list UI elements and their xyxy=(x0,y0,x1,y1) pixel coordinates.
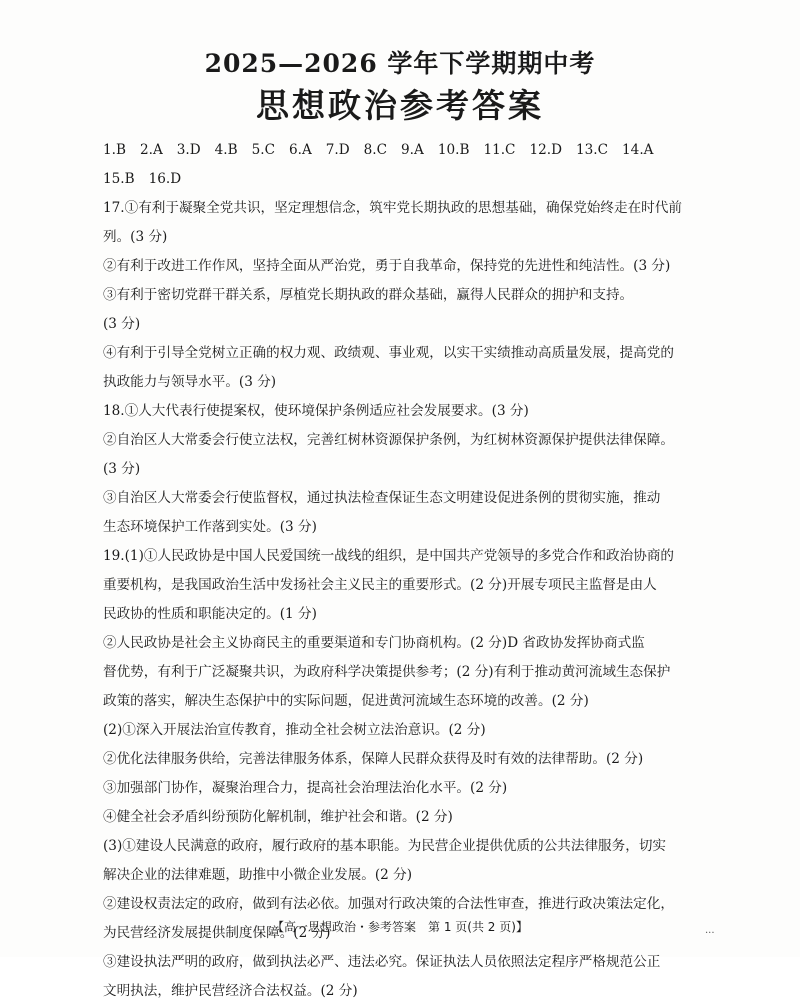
question-19-answer xyxy=(103,542,703,1006)
answer-line: ②自治区人大常委会行使立法权，完善红树林资源保护条例，为红树林资源保护提供法律保障。 xyxy=(103,432,674,448)
answer-line: ③加强部门协作，凝聚治理合力，提高社会治理法治化水平。(2 分) xyxy=(103,780,508,796)
choice-answer: 14.A xyxy=(622,142,654,158)
answer-line: ③自治区人大常委会行使监督权，通过执法检查保证生态文明建设促进条例的贯彻实施，推动 xyxy=(103,490,661,506)
answer-line: 18.①人大代表行使提案权，使环境保护条例适应社会发展要求。(3 分) xyxy=(103,403,529,419)
answer-line: ②优化法律服务供给，完善法律服务体系，保障人民群众获得及时有效的法律帮助。(2 分) xyxy=(103,751,644,767)
page-footer: 【高一思想政治・参考答案 第 1 页(共 2 页)】 xyxy=(272,920,528,934)
answer-line: 为民营经济发展提供制度保障。(2 分) xyxy=(103,925,331,941)
choice-answer: 12.D xyxy=(529,142,562,158)
choice-answer: 13.C xyxy=(576,142,609,158)
answer-line: 督优势，有利于广泛凝聚共识，为政府科学决策提供参考；(2 分)有利于推动黄河流域生态保护 xyxy=(103,664,671,680)
answer-line: (3)①建设人民满意的政府，履行政府的基本职能。为民营企业提供优质的公共法律服务，切实 xyxy=(103,838,667,854)
answer-line: 解决企业的法律难题，助推中小微企业发展。(2 分) xyxy=(103,867,413,883)
answer-line: 生态环境保护工作落到实处。(3 分) xyxy=(103,519,317,535)
choice-answer: 3.D xyxy=(176,142,201,158)
answer-line: 执政能力与领导水平。(3 分) xyxy=(103,374,277,390)
answer-line: 列。(3 分) xyxy=(103,229,168,245)
choice-answer: 2.A xyxy=(139,142,163,158)
answer-line: 民政协的性质和职能决定的。(1 分) xyxy=(103,606,317,622)
answer-line: ③建设执法严明的政府，做到执法必严、违法必究。保证执法人员依照法定程序严格规范公正 xyxy=(103,954,661,970)
answer-line: ④有利于引导全党树立正确的权力观、政绩观、事业观，以实干实绩推动高质量发展，提高党的 xyxy=(103,345,674,361)
answer-line: 重要机构，是我国政治生活中发扬社会主义民主的重要形式。(2 分)开展专项民主监督是由人 xyxy=(103,577,657,593)
answer-line: (2)①深入开展法治宣传教育，推动全社会树立法治意识。(2 分) xyxy=(103,722,486,738)
choice-answer: 9.A xyxy=(401,142,424,158)
choice-answer: 10.B xyxy=(437,142,470,158)
choice-answer: 15.B xyxy=(103,171,135,187)
choice-answer: 7.D xyxy=(325,142,350,158)
answer-line: (3 分) xyxy=(103,316,141,332)
choice-answer: 16.D xyxy=(148,171,182,187)
choice-answer: 8.C xyxy=(363,142,388,158)
answer-line: 19.(1)①人民政协是中国人民爱国统一战线的组织，是中国共产党领导的多党合作和政治协商的 xyxy=(103,548,675,564)
answer-line: ④健全社会矛盾纠纷预防化解机制，维护社会和谐。(2 分) xyxy=(103,809,453,825)
choice-answer: 4.B xyxy=(214,142,238,158)
answer-line: 文明执法，维护民营经济合法权益。(2 分) xyxy=(103,983,358,999)
choice-answer: 11.C xyxy=(483,142,516,158)
answer-line: 17.①有利于凝聚全党共识，坚定理想信念，筑牢党长期执政的思想基础，确保党始终走在时代前 xyxy=(103,200,682,216)
choice-answer: 6.A xyxy=(288,142,312,158)
choice-answers-row-2 xyxy=(103,165,703,194)
exam-title: 2025—2026 学年下学期期中考 xyxy=(204,49,596,78)
choice-answer: 1.B xyxy=(103,142,126,158)
question-17-answer xyxy=(103,194,703,397)
answer-line: ③有利于密切党群干群关系，厚植党长期执政的群众基础，赢得人民群众的拥护和支持。 xyxy=(103,287,634,303)
answer-line: 政策的落实，解决生态保护中的实际问题，促进黄河流域生态环境的改善。(2 分) xyxy=(103,693,589,709)
answer-line: ②人民政协是社会主义协商民主的重要渠道和专门协商机构。(2 分)D 省政协发挥协商式监 xyxy=(103,635,645,651)
answer-line: (3 分) xyxy=(103,461,141,477)
corner-mark: ... xyxy=(705,925,715,936)
answer-line: ②有利于改进工作作风，坚持全面从严治党，勇于自我革命，保持党的先进性和纯洁性。(3 分) xyxy=(103,258,671,274)
question-18-answer xyxy=(103,397,703,542)
answer-content xyxy=(103,136,703,1006)
document-title: 思想政治参考答案 xyxy=(256,86,544,125)
answer-line: ②建设权责法定的政府，做到有法必依。加强对行政决策的合法性审查，推进行政决策法定化， xyxy=(103,896,674,912)
choice-answers-row-1 xyxy=(103,136,703,165)
choice-answer: 5.C xyxy=(251,142,275,158)
